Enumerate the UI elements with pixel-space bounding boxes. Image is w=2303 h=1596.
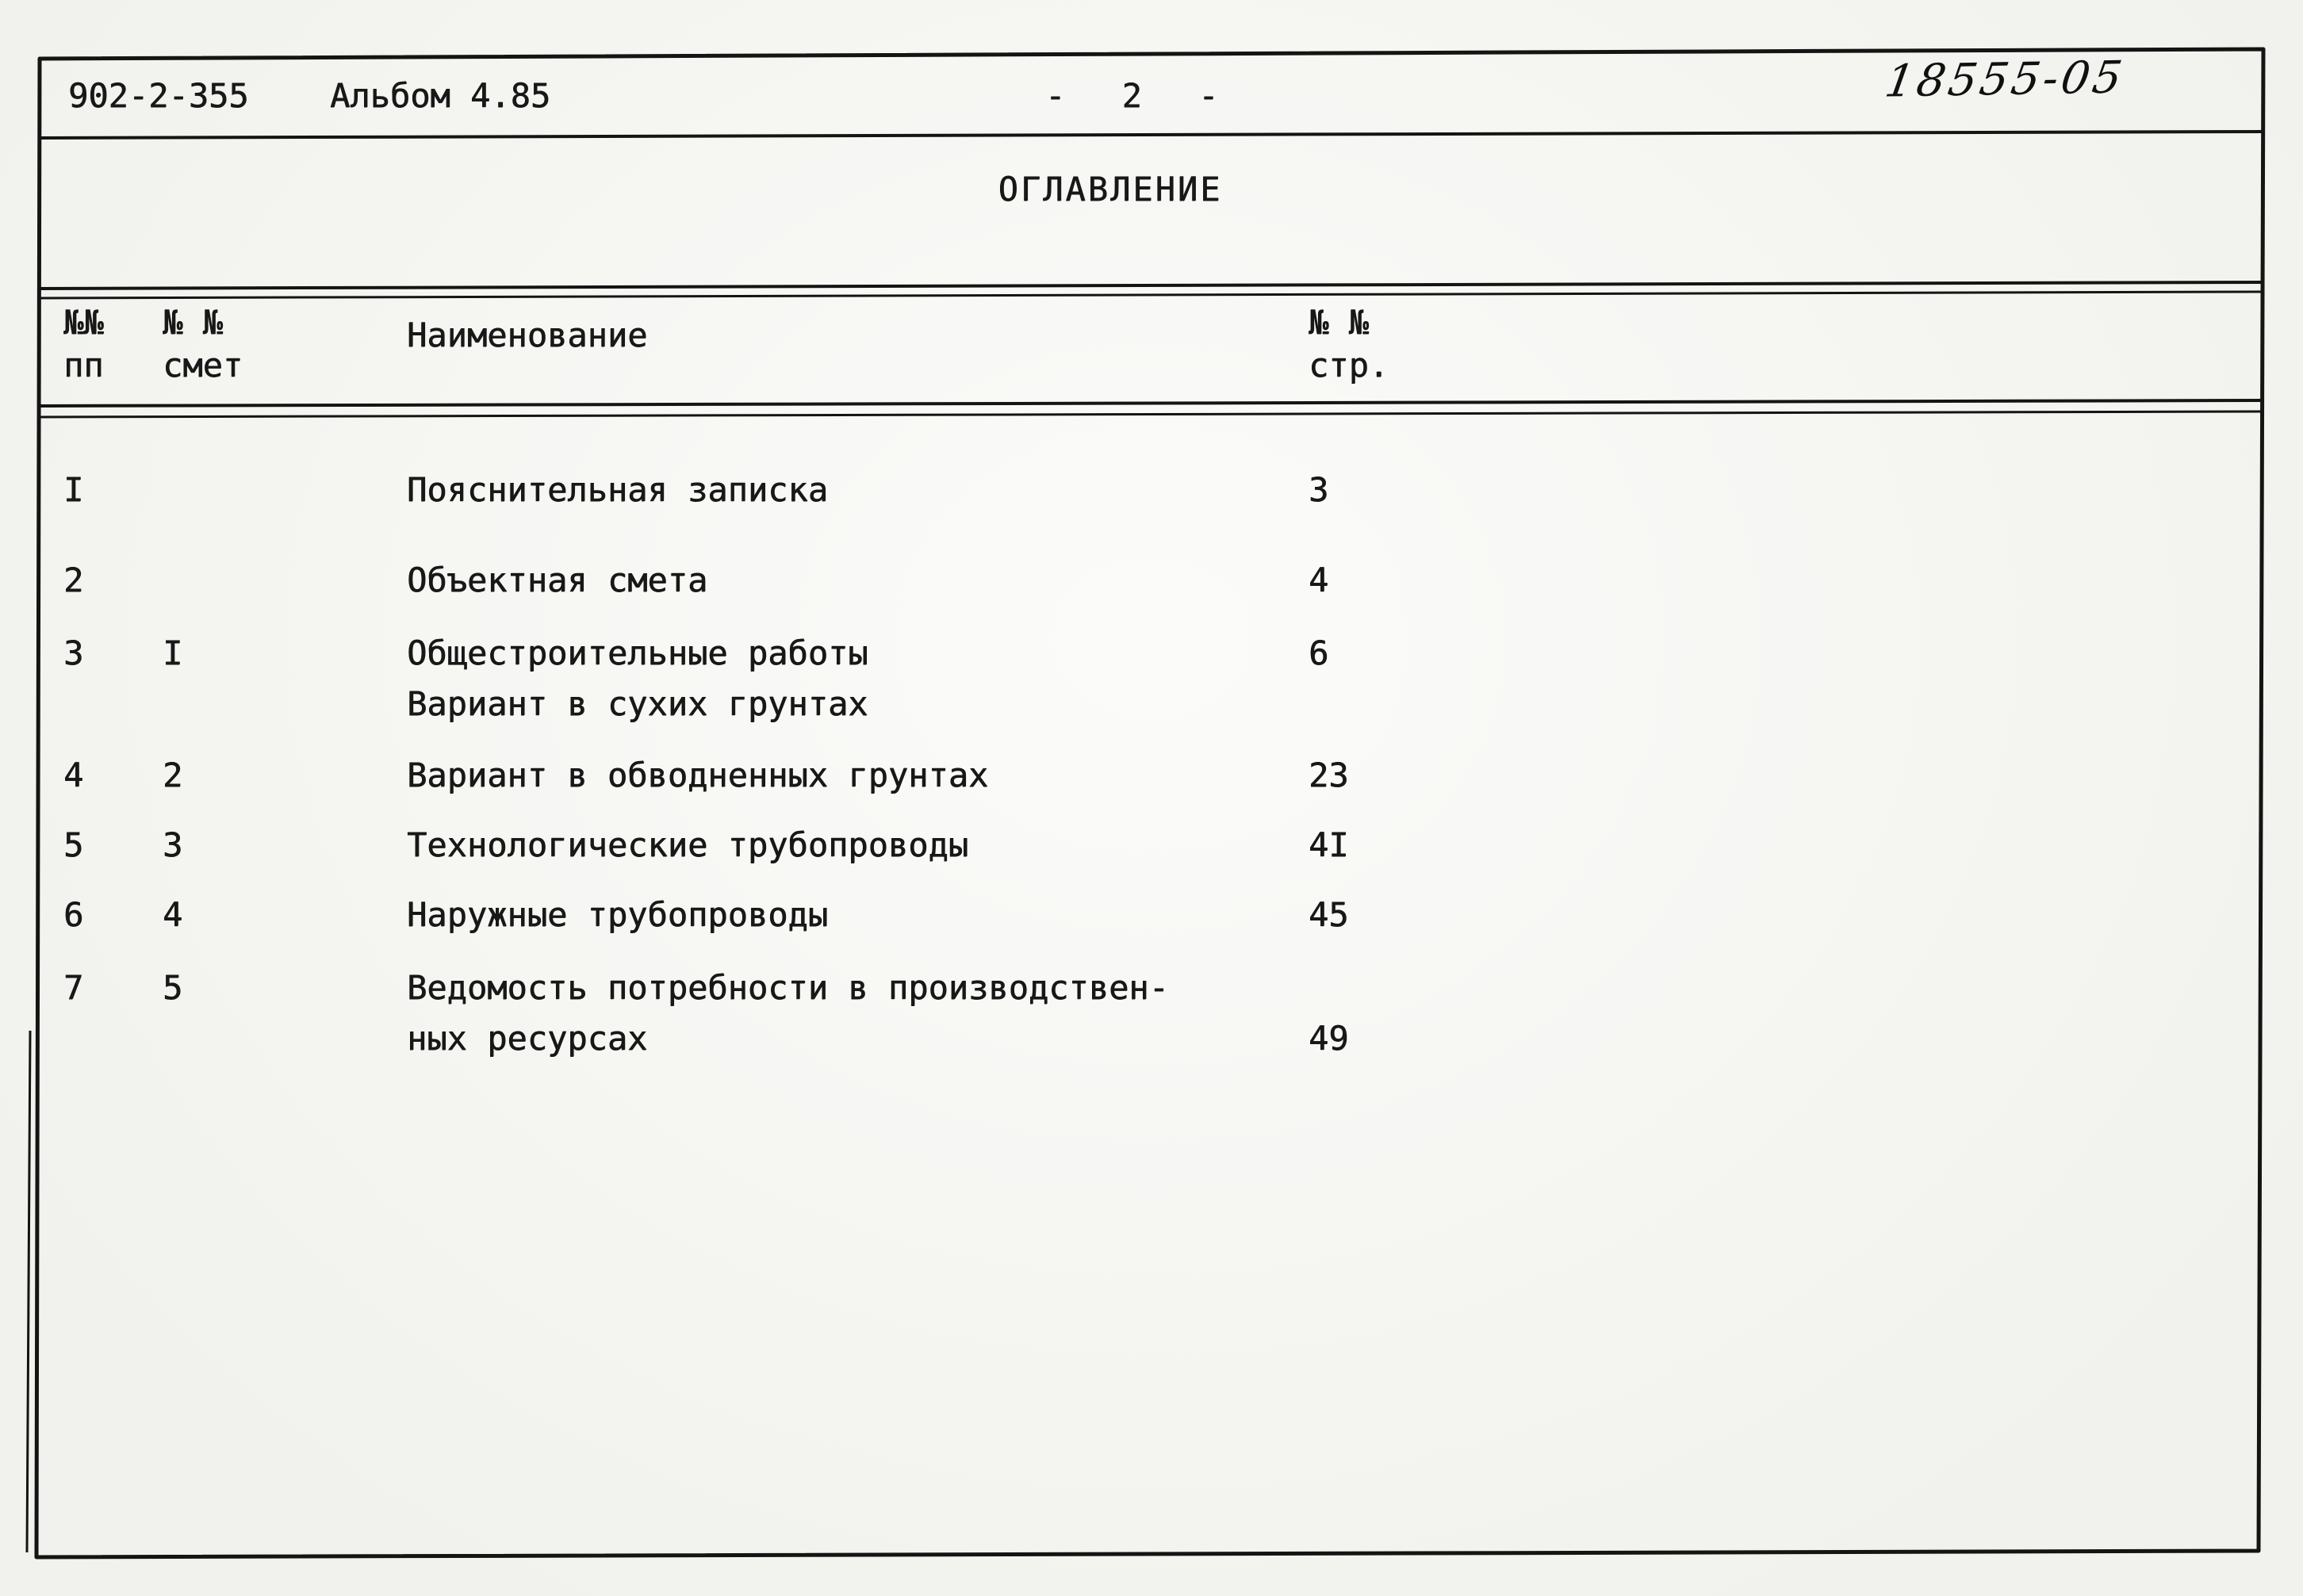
item-name-line1: Общестроительные работы: [407, 633, 868, 672]
page-number: 49: [1309, 1019, 1349, 1058]
table-rule-bottom-2: [40, 411, 2263, 417]
row-number: 4: [63, 756, 84, 794]
column-header-pp-line2: пп: [63, 346, 104, 385]
item-name: [407, 963, 1309, 1064]
page-number: 4I: [1309, 825, 1349, 864]
column-header-smeta: [163, 301, 407, 387]
row-number: 3: [63, 633, 84, 672]
table-rule-top-2: [40, 292, 2263, 298]
page-title: ОГЛАВЛЕНИЕ: [998, 170, 1223, 209]
border-line: [36, 49, 2263, 1557]
item-name: [407, 820, 1309, 871]
page-number: 6: [1309, 633, 1329, 672]
estimate-number: [163, 555, 407, 606]
page-number: 3: [1309, 470, 1329, 509]
table-rule-top-1: [40, 282, 2263, 289]
column-header-page: [1309, 301, 2260, 387]
row-number: 6: [63, 895, 84, 934]
item-name: [407, 555, 1309, 606]
estimate-number: 5: [163, 968, 183, 1007]
table-header-row: [38, 301, 2260, 387]
column-header-smeta-line1: № №: [163, 303, 223, 342]
item-name-line2: Вариант в сухих грунтах: [407, 684, 868, 723]
row-number: 5: [63, 825, 84, 864]
item-name-line1: Пояснительная записка: [407, 470, 829, 509]
item-name: [407, 465, 1309, 515]
item-name: [407, 890, 1309, 940]
table-row: [38, 963, 2260, 1064]
table-row: [38, 465, 2260, 515]
estimate-number: [163, 465, 407, 515]
left-edge-double-line: [27, 1031, 30, 1552]
page-number: 23: [1309, 756, 1349, 794]
album-label: Альбом 4.85: [330, 76, 551, 115]
row-number: 7: [63, 968, 84, 1007]
header-rule: [40, 132, 2263, 138]
item-name-line2: ных ресурсах: [407, 1019, 648, 1058]
table-row: [38, 820, 2260, 871]
estimate-number: 2: [163, 756, 183, 794]
item-name-line1: Наружные трубопроводы: [407, 895, 829, 934]
page-number: 4: [1309, 561, 1329, 599]
row-number: I: [63, 470, 84, 509]
column-header-pp: [63, 301, 163, 387]
column-header-page-line2: стр.: [1309, 346, 1389, 385]
item-name-line1: Вариант в обводненных грунтах: [407, 756, 989, 794]
column-header-pp-line1: №№: [63, 303, 104, 342]
item-name-line1: Технологические трубопроводы: [407, 825, 969, 864]
page-number: 45: [1309, 895, 1349, 934]
table-row: [38, 750, 2260, 801]
item-name: [407, 750, 1309, 801]
page-number-marker: - 2 -: [1045, 76, 1219, 115]
column-header-smeta-line2: смет: [163, 346, 243, 385]
estimate-number: 3: [163, 825, 183, 864]
item-name-line1: Объектная смета: [407, 561, 708, 599]
document-code: 902-2-355: [68, 76, 249, 115]
table-row: [38, 890, 2260, 940]
handwritten-inventory-code: 18555-05: [1881, 52, 2129, 108]
item-name-line1: Ведомость потребности в производствен-: [407, 968, 1169, 1007]
table-row: [38, 628, 2260, 729]
row-number: 2: [63, 561, 84, 599]
table-rule-bottom-1: [40, 400, 2263, 406]
estimate-number: I: [163, 633, 183, 672]
estimate-number: 4: [163, 895, 183, 934]
column-header-page-line1: № №: [1309, 303, 1369, 342]
column-header-name: Наименование: [407, 316, 648, 354]
table-row: [38, 555, 2260, 606]
item-name: [407, 628, 1309, 729]
